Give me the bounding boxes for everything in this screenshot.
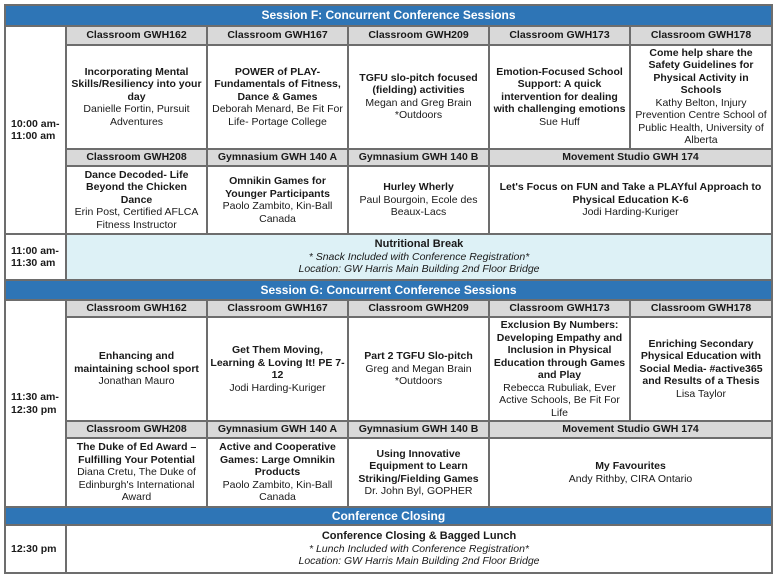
session-title: Hurley Wherly: [383, 181, 454, 194]
session-title: Enriching Secondary Physical Education with Social Media- #active365 and Results of a Thesis: [639, 337, 763, 388]
room-header: Movement Studio GWH 174: [489, 421, 772, 438]
closing-row: [5, 525, 772, 573]
session-presenter: Rebecca Rubuliak, Ever Active Schools, Be Fit For Life: [499, 381, 620, 419]
break-note: * Snack Included with Conference Registration*: [308, 250, 530, 263]
session-g-rooms-a-row: [5, 300, 772, 317]
room-header: Gymnasium GWH 140 A: [207, 421, 348, 438]
closing-location: Location: GW Harris Main Building 2nd Floor Bridge: [298, 555, 540, 568]
session-cell: [207, 438, 348, 507]
session-cell: [348, 317, 489, 420]
session-presenter: Dr. John Byl, GOPHER: [364, 485, 473, 498]
closing-cell: [66, 525, 772, 573]
session-presenter: Megan and Greg Brain *Outdoors: [365, 96, 472, 122]
session-title: Exclusion By Numbers: Developing Empathy and Inclusion in Physical Education through Games and Play: [493, 319, 626, 382]
break-cell: [66, 234, 772, 280]
room-header: Classroom GWH173: [489, 26, 630, 44]
room-header: Classroom GWH178: [630, 300, 772, 317]
session-presenter: Paolo Zambito, Kin-Ball Canada: [222, 478, 333, 504]
session-cell: [66, 317, 207, 420]
session-presenter: Paolo Zambito, Kin-Ball Canada: [222, 200, 333, 225]
break-time: 11:00 am- 11:30 am: [5, 234, 66, 280]
session-g-banner: Session G: Concurrent Conference Sessions: [5, 280, 772, 300]
session-f-rooms-b-row: [5, 149, 772, 166]
session-title: Emotion-Focused School Support: A quick intervention for dealing with challenging emotions: [493, 65, 626, 116]
room-header: Classroom GWH209: [348, 300, 489, 317]
session-cell: [489, 166, 772, 234]
session-presenter: Andy Rithby, CIRA Ontario: [568, 472, 693, 485]
closing-banner-row: [5, 507, 772, 525]
session-cell: [348, 45, 489, 149]
session-f-time: 10:00 am- 11:00 am: [5, 26, 66, 234]
session-presenter: Danielle Fortin, Pursuit Adventures: [83, 103, 190, 128]
session-cell: [489, 317, 630, 420]
session-presenter: Paul Bourgoin, Ecole des Beaux-Lacs: [359, 193, 478, 219]
schedule-table: [4, 4, 773, 574]
closing-title: Conference Closing & Bagged Lunch: [321, 530, 517, 543]
room-header: Classroom GWH208: [66, 149, 207, 166]
session-title: Let's Focus on FUN and Take a PLAYful Approach to Physical Education K-6: [499, 181, 762, 206]
room-header: Movement Studio GWH 174: [489, 149, 772, 166]
break-title: Nutritional Break: [374, 238, 464, 251]
room-header: Classroom GWH209: [348, 26, 489, 44]
closing-banner: Conference Closing: [5, 507, 772, 525]
room-header: Gymnasium GWH 140 A: [207, 149, 348, 166]
session-cell: [207, 317, 348, 420]
session-title: Using Innovative Equipment to Learn Striking/Fielding Games: [358, 447, 479, 485]
session-cell: [348, 438, 489, 507]
room-header: Classroom GWH162: [66, 300, 207, 317]
session-f-banner: Session F: Concurrent Conference Sessions: [5, 5, 772, 26]
session-presenter: Greg and Megan Brain *Outdoors: [365, 362, 472, 388]
session-title: Incorporating Mental Skills/Resiliency into your day: [71, 65, 202, 103]
session-cell: [489, 45, 630, 149]
session-presenter: Sue Huff: [539, 115, 580, 128]
session-f-banner-row: [5, 5, 772, 26]
room-header: Classroom GWH162: [66, 26, 207, 44]
break-row: [5, 234, 772, 280]
session-presenter: Lisa Taylor: [676, 387, 726, 400]
room-header: Classroom GWH167: [207, 26, 348, 44]
room-header: Classroom GWH208: [66, 421, 207, 438]
session-g-row-a: [5, 317, 772, 420]
session-title: My Favourites: [595, 460, 666, 473]
session-title: The Duke of Ed Award – Fulfilling Your Potential: [76, 441, 197, 466]
session-presenter: Deborah Menard, Be Fit For Life- Portage College: [212, 103, 343, 128]
session-title: TGFU slo-pitch focused (fielding) activities: [359, 71, 478, 97]
session-title: POWER of PLAY- Fundamentals of Fitness, Dance & Games: [214, 65, 341, 103]
session-f-row-a: [5, 45, 772, 149]
session-title: Part 2 TGFU Slo-pitch: [364, 350, 473, 363]
session-presenter: Jonathan Mauro: [98, 375, 175, 388]
room-header: Gymnasium GWH 140 B: [348, 421, 489, 438]
session-f-row-b: [5, 166, 772, 234]
session-presenter: Diana Cretu, The Duke of Edinburgh's International Award: [77, 466, 196, 504]
session-presenter: Kathy Belton, Injury Prevention Centre School of Public Health, University of Alberta: [635, 96, 767, 147]
session-cell: [207, 166, 348, 234]
session-presenter: Erin Post, Certified AFLCA Fitness Instructor: [74, 206, 199, 231]
room-header: Classroom GWH178: [630, 26, 772, 44]
session-title: Get Them Moving, Learning & Loving It! PE 7-12: [210, 344, 345, 382]
break-location: Location: GW Harris Main Building 2nd Floor Bridge: [298, 263, 540, 276]
session-f-rooms-a-row: [5, 26, 772, 44]
session-g-time: 11:30 am- 12:30 pm: [5, 300, 66, 507]
session-title: Come help share the Safety Guidelines for Physical Activity in Schools: [648, 46, 754, 97]
session-cell: [207, 45, 348, 149]
session-cell: [66, 166, 207, 234]
room-header: Classroom GWH173: [489, 300, 630, 317]
session-title: Dance Decoded- Life Beyond the Chicken Dance: [84, 168, 189, 206]
session-title: Omnikin Games for Younger Participants: [225, 175, 330, 200]
session-presenter: Jodi Harding-Kuriger: [229, 381, 326, 394]
session-presenter: Jodi Harding-Kuriger: [582, 206, 679, 219]
session-title: Enhancing and maintaining school sport: [74, 350, 199, 375]
room-header: Gymnasium GWH 140 B: [348, 149, 489, 166]
session-g-rooms-b-row: [5, 421, 772, 438]
session-cell: [630, 317, 772, 420]
session-title: Active and Cooperative Games: Large Omnikin Products: [219, 441, 336, 479]
room-header: Classroom GWH167: [207, 300, 348, 317]
closing-note: * Lunch Included with Conference Registration*: [308, 542, 530, 555]
session-cell: [348, 166, 489, 234]
session-g-row-b: [5, 438, 772, 507]
session-g-banner-row: [5, 280, 772, 300]
session-cell: [66, 438, 207, 507]
session-cell: [66, 45, 207, 149]
session-cell: [630, 45, 772, 149]
closing-time: 12:30 pm: [5, 525, 66, 573]
session-cell: [489, 438, 772, 507]
